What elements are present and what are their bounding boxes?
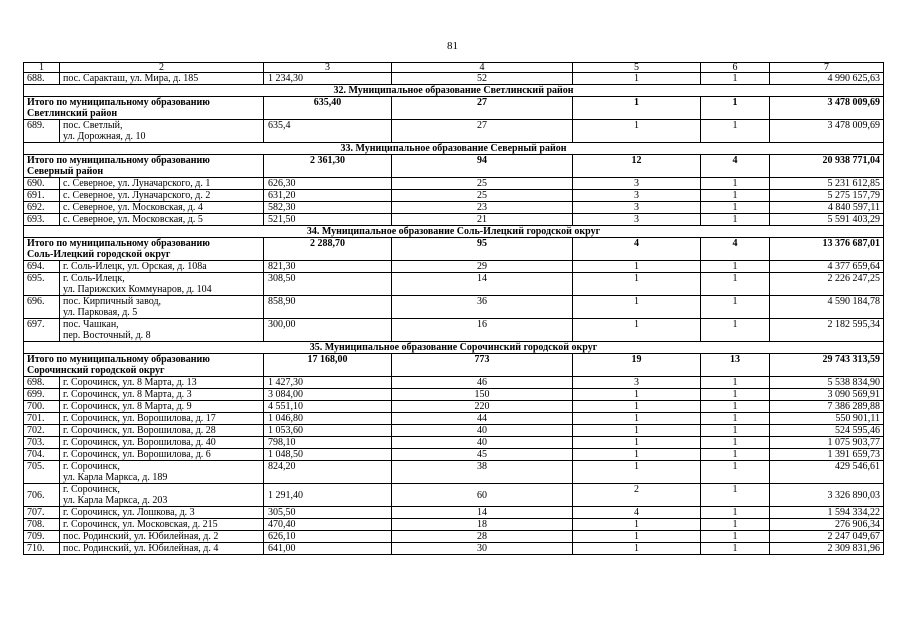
subtotal-col6: 1 (701, 97, 770, 120)
table-row (24, 202, 884, 214)
header-cell: 7 (770, 63, 884, 73)
address-line: пос. Родинский, ул. Юбилейная, д. 2 (63, 531, 219, 542)
row-col6: 1 (701, 437, 770, 449)
row-sum: 2 309 831,96 (770, 543, 884, 555)
row-col4: 27 (392, 120, 573, 143)
address-line: г. Сорочинск, ул. Ворошилова, д. 40 (63, 437, 216, 448)
row-area: 626,30 (264, 178, 392, 190)
page-number: 81 (447, 40, 458, 52)
subtotal-area: 2 288,70 (264, 238, 392, 261)
row-col5: 1 (573, 73, 701, 85)
row-col4: 29 (392, 261, 573, 273)
row-address (60, 319, 264, 342)
row-address (60, 214, 264, 226)
row-area: 1 048,50 (264, 449, 392, 461)
table-row (24, 190, 884, 202)
row-col6: 1 (701, 461, 770, 484)
row-col5: 1 (573, 120, 701, 143)
row-number: 699. (24, 389, 60, 401)
address-line: ул. Дорожная, д. 10 (63, 131, 146, 142)
row-area: 300,00 (264, 319, 392, 342)
row-address (60, 273, 264, 296)
row-sum: 3 090 569,91 (770, 389, 884, 401)
section-title: 35. Муниципальное образование Сорочинский городской округ (24, 342, 884, 354)
row-address (60, 531, 264, 543)
row-col5: 3 (573, 214, 701, 226)
row-sum: 2 182 595,34 (770, 319, 884, 342)
address-line: г. Сорочинск, ул. 8 Марта, д. 3 (63, 389, 192, 400)
table-row (24, 73, 884, 85)
subtotal-label-line: Итого по муниципальному образованию (27, 238, 210, 249)
address-line: пос. Саракташ, ул. Мира, д. 185 (63, 73, 199, 84)
row-col6: 1 (701, 543, 770, 555)
table-row (24, 449, 884, 461)
row-col5: 1 (573, 425, 701, 437)
row-sum: 4 990 625,63 (770, 73, 884, 85)
table-row (24, 319, 884, 342)
subtotal-label-line: Итого по муниципальному образованию (27, 97, 210, 108)
row-col4: 150 (392, 389, 573, 401)
row-col4: 36 (392, 296, 573, 319)
address-line: пер. Восточный, д. 8 (63, 330, 151, 341)
section-title: 33. Муниципальное образование Северный район (24, 143, 884, 155)
subtotal-col5: 1 (573, 97, 701, 120)
address-line: г. Соль-Илецк, (63, 273, 125, 284)
row-col6: 1 (701, 377, 770, 389)
row-address (60, 437, 264, 449)
subtotal-col4: 95 (392, 238, 573, 261)
row-address (60, 413, 264, 425)
row-number: 706. (24, 484, 60, 507)
subtotal-col6: 4 (701, 238, 770, 261)
row-col4: 28 (392, 531, 573, 543)
row-col4: 220 (392, 401, 573, 413)
row-address (60, 519, 264, 531)
row-number: 703. (24, 437, 60, 449)
row-col5: 1 (573, 531, 701, 543)
row-area: 470,40 (264, 519, 392, 531)
table-row (24, 120, 884, 143)
subtotal-row (24, 238, 884, 261)
row-col5: 1 (573, 296, 701, 319)
table-row (24, 401, 884, 413)
subtotal-label (24, 97, 264, 120)
row-sum: 1 594 334,22 (770, 507, 884, 519)
row-col6: 1 (701, 519, 770, 531)
subtotal-label (24, 155, 264, 178)
subtotal-area: 2 361,30 (264, 155, 392, 178)
address-line: г. Сорочинск, ул. 8 Марта, д. 9 (63, 401, 192, 412)
address-line: пос. Кирпичный завод, (63, 296, 162, 307)
subtotal-label (24, 238, 264, 261)
row-col5: 1 (573, 449, 701, 461)
table-row (24, 413, 884, 425)
row-col5: 1 (573, 401, 701, 413)
address-line: с. Северное, ул. Московская, д. 4 (63, 202, 203, 213)
row-col4: 45 (392, 449, 573, 461)
row-number: 696. (24, 296, 60, 319)
table-row (24, 484, 884, 507)
row-sum: 1 075 903,77 (770, 437, 884, 449)
section-header-row (24, 143, 884, 155)
row-area: 3 084,00 (264, 389, 392, 401)
row-col6: 1 (701, 296, 770, 319)
row-area: 1 427,30 (264, 377, 392, 389)
address-line: г. Сорочинск, (63, 461, 120, 472)
row-number: 689. (24, 120, 60, 143)
address-line: ул. Парижских Коммунаров, д. 104 (63, 284, 212, 295)
row-sum: 5 231 612,85 (770, 178, 884, 190)
row-sum: 3 326 890,03 (770, 484, 884, 507)
row-col5: 2 (573, 484, 701, 507)
row-col6: 1 (701, 202, 770, 214)
section-title: 34. Муниципальное образование Соль-Илецкий городской округ (24, 226, 884, 238)
row-col5: 3 (573, 178, 701, 190)
column-number-header (24, 63, 884, 73)
row-area: 308,50 (264, 273, 392, 296)
row-col4: 14 (392, 273, 573, 296)
row-address (60, 449, 264, 461)
row-number: 704. (24, 449, 60, 461)
header-cell: 4 (392, 63, 573, 73)
subtotal-label-line: Северный район (27, 166, 104, 177)
row-area: 631,20 (264, 190, 392, 202)
row-address (60, 178, 264, 190)
row-col5: 1 (573, 389, 701, 401)
subtotal-col6: 4 (701, 155, 770, 178)
header-cell: 3 (264, 63, 392, 73)
subtotal-sum: 13 376 687,01 (770, 238, 884, 261)
address-line: ул. Парковая, д. 5 (63, 307, 138, 318)
table-row (24, 273, 884, 296)
address-line: с. Северное, ул. Луначарского, д. 1 (63, 178, 211, 189)
row-col6: 1 (701, 214, 770, 226)
address-line: ул. Карла Маркса, д. 203 (63, 495, 168, 506)
row-area: 641,00 (264, 543, 392, 555)
subtotal-area: 17 168,00 (264, 354, 392, 377)
row-sum: 2 247 049,67 (770, 531, 884, 543)
row-col5: 1 (573, 519, 701, 531)
row-address (60, 543, 264, 555)
row-col6: 1 (701, 425, 770, 437)
row-address (60, 484, 264, 507)
row-address (60, 120, 264, 143)
address-line: г. Сорочинск, ул. Лошкова, д. 3 (63, 507, 195, 518)
subtotal-sum: 29 743 313,59 (770, 354, 884, 377)
subtotal-label-line: Итого по муниципальному образованию (27, 155, 210, 166)
row-col4: 38 (392, 461, 573, 484)
row-col4: 46 (392, 377, 573, 389)
address-line: г. Сорочинск, ул. Ворошилова, д. 28 (63, 425, 216, 436)
row-sum: 524 595,46 (770, 425, 884, 437)
subtotal-col4: 27 (392, 97, 573, 120)
row-address (60, 296, 264, 319)
table-row (24, 425, 884, 437)
row-address (60, 202, 264, 214)
address-line: пос. Светлый, (63, 120, 123, 131)
table-row (24, 261, 884, 273)
address-line: ул. Карла Маркса, д. 189 (63, 472, 168, 483)
row-col5: 1 (573, 273, 701, 296)
address-line: пос. Чашкан, (63, 319, 119, 330)
row-number: 705. (24, 461, 60, 484)
row-col6: 1 (701, 190, 770, 202)
row-col5: 3 (573, 190, 701, 202)
address-line: г. Сорочинск, ул. Ворошилова, д. 6 (63, 449, 211, 460)
row-sum: 5 275 157,79 (770, 190, 884, 202)
row-address (60, 377, 264, 389)
subtotal-col4: 94 (392, 155, 573, 178)
row-sum: 2 226 247,25 (770, 273, 884, 296)
row-address (60, 261, 264, 273)
header-cell: 2 (60, 63, 264, 73)
table-row (24, 437, 884, 449)
row-area: 824,20 (264, 461, 392, 484)
row-sum: 4 590 184,78 (770, 296, 884, 319)
row-area: 635,4 (264, 120, 392, 143)
row-sum: 550 901,11 (770, 413, 884, 425)
row-sum: 5 538 834,90 (770, 377, 884, 389)
subtotal-sum: 20 938 771,04 (770, 155, 884, 178)
row-col5: 1 (573, 543, 701, 555)
row-col4: 25 (392, 190, 573, 202)
row-col5: 1 (573, 461, 701, 484)
row-number: 707. (24, 507, 60, 519)
row-col4: 23 (392, 202, 573, 214)
header-cell: 1 (24, 63, 60, 73)
row-area: 1 046,80 (264, 413, 392, 425)
row-col4: 60 (392, 484, 573, 507)
subtotal-label-line: Светлинский район (27, 108, 118, 119)
row-col5: 1 (573, 319, 701, 342)
subtotal-area: 635,40 (264, 97, 392, 120)
table-row (24, 296, 884, 319)
row-area: 582,30 (264, 202, 392, 214)
subtotal-col5: 19 (573, 354, 701, 377)
row-number: 702. (24, 425, 60, 437)
row-number: 695. (24, 273, 60, 296)
row-area: 798,10 (264, 437, 392, 449)
table-row (24, 461, 884, 484)
address-line: г. Сорочинск, ул. 8 Марта, д. 13 (63, 377, 197, 388)
row-col4: 44 (392, 413, 573, 425)
row-area: 305,50 (264, 507, 392, 519)
row-col4: 21 (392, 214, 573, 226)
address-line: с. Северное, ул. Луначарского, д. 2 (63, 190, 211, 201)
row-area: 1 053,60 (264, 425, 392, 437)
row-col6: 1 (701, 319, 770, 342)
address-line: с. Северное, ул. Московская, д. 5 (63, 214, 203, 225)
row-number: 709. (24, 531, 60, 543)
row-col5: 4 (573, 507, 701, 519)
address-line: г. Сорочинск, ул. Ворошилова, д. 17 (63, 413, 216, 424)
row-sum: 429 546,61 (770, 461, 884, 484)
row-col6: 1 (701, 531, 770, 543)
row-address (60, 190, 264, 202)
row-col5: 3 (573, 202, 701, 214)
row-sum: 1 391 659,73 (770, 449, 884, 461)
subtotal-row (24, 97, 884, 120)
row-sum: 5 591 403,29 (770, 214, 884, 226)
table-row (24, 531, 884, 543)
section-header-row (24, 85, 884, 97)
row-area: 4 551,10 (264, 401, 392, 413)
row-col6: 1 (701, 484, 770, 507)
table-row (24, 389, 884, 401)
row-address (60, 425, 264, 437)
row-address (60, 507, 264, 519)
row-col6: 1 (701, 73, 770, 85)
row-number: 710. (24, 543, 60, 555)
row-address (60, 389, 264, 401)
row-area: 821,30 (264, 261, 392, 273)
row-area: 1 291,40 (264, 484, 392, 507)
section-header-row (24, 342, 884, 354)
row-col4: 18 (392, 519, 573, 531)
row-number: 690. (24, 178, 60, 190)
row-address (60, 401, 264, 413)
row-col4: 40 (392, 425, 573, 437)
section-header-row (24, 226, 884, 238)
row-number: 694. (24, 261, 60, 273)
subtotal-sum: 3 478 009,69 (770, 97, 884, 120)
table-row (24, 507, 884, 519)
subtotal-label-line: Соль-Илецкий городской округ (27, 249, 171, 260)
row-col6: 1 (701, 120, 770, 143)
subtotal-col5: 4 (573, 238, 701, 261)
row-col4: 25 (392, 178, 573, 190)
row-number: 697. (24, 319, 60, 342)
table-body (24, 63, 884, 555)
row-number: 693. (24, 214, 60, 226)
row-col4: 40 (392, 437, 573, 449)
subtotal-label (24, 354, 264, 377)
subtotal-col6: 13 (701, 354, 770, 377)
row-col5: 3 (573, 377, 701, 389)
housing-table (23, 62, 884, 555)
row-address (60, 461, 264, 484)
row-number: 691. (24, 190, 60, 202)
row-col4: 52 (392, 73, 573, 85)
subtotal-label-line: Сорочинский городской округ (27, 365, 165, 376)
row-number: 692. (24, 202, 60, 214)
row-sum: 276 906,34 (770, 519, 884, 531)
row-col6: 1 (701, 401, 770, 413)
row-area: 521,50 (264, 214, 392, 226)
row-area: 1 234,30 (264, 73, 392, 85)
table-row (24, 178, 884, 190)
address-line: г. Сорочинск, (63, 484, 120, 495)
row-number: 701. (24, 413, 60, 425)
row-col6: 1 (701, 261, 770, 273)
header-cell: 5 (573, 63, 701, 73)
row-area: 626,10 (264, 531, 392, 543)
table-row (24, 519, 884, 531)
row-number: 698. (24, 377, 60, 389)
subtotal-label-line: Итого по муниципальному образованию (27, 354, 210, 365)
row-sum: 4 840 597,11 (770, 202, 884, 214)
table-row (24, 214, 884, 226)
row-number: 688. (24, 73, 60, 85)
section-title: 32. Муниципальное образование Светлинский район (24, 85, 884, 97)
subtotal-col5: 12 (573, 155, 701, 178)
address-line: г. Сорочинск, ул. Московская, д. 215 (63, 519, 218, 530)
row-col5: 1 (573, 437, 701, 449)
subtotal-row (24, 155, 884, 178)
row-address (60, 73, 264, 85)
row-col6: 1 (701, 449, 770, 461)
row-sum: 3 478 009,69 (770, 120, 884, 143)
row-col4: 30 (392, 543, 573, 555)
row-col5: 1 (573, 261, 701, 273)
table-row (24, 377, 884, 389)
row-sum: 7 386 289,88 (770, 401, 884, 413)
row-col5: 1 (573, 413, 701, 425)
row-col4: 14 (392, 507, 573, 519)
row-area: 858,90 (264, 296, 392, 319)
row-number: 708. (24, 519, 60, 531)
subtotal-row (24, 354, 884, 377)
address-line: г. Соль-Илецк, ул. Орская, д. 108а (63, 261, 207, 272)
row-col6: 1 (701, 389, 770, 401)
row-col6: 1 (701, 273, 770, 296)
subtotal-col4: 773 (392, 354, 573, 377)
row-col6: 1 (701, 178, 770, 190)
row-sum: 4 377 659,64 (770, 261, 884, 273)
address-line: пос. Родинский, ул. Юбилейная, д. 4 (63, 543, 219, 554)
row-number: 700. (24, 401, 60, 413)
row-col4: 16 (392, 319, 573, 342)
row-col6: 1 (701, 413, 770, 425)
row-col6: 1 (701, 507, 770, 519)
header-cell: 6 (701, 63, 770, 73)
table-row (24, 543, 884, 555)
